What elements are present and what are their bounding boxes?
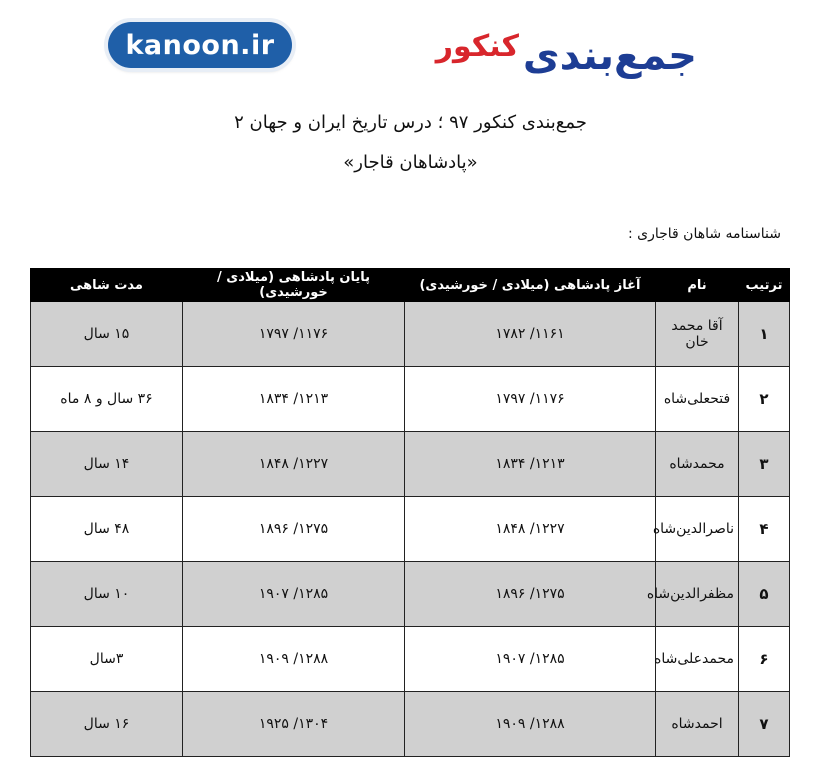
- header-duration: مدت شاهی: [31, 269, 183, 302]
- qajar-kings-table: [30, 268, 790, 757]
- cell-name: ناصرالدین‌شاه: [656, 497, 739, 562]
- cell-name: فتحعلی‌شاه: [656, 367, 739, 432]
- cell-name: آقا محمد خان: [656, 302, 739, 367]
- cell-end: ۱۲۱۳/ ۱۸۳۴: [183, 367, 405, 432]
- page-header: [0, 0, 821, 90]
- table-row: [31, 627, 790, 692]
- cell-end: ۱۳۰۴/ ۱۹۲۵: [183, 692, 405, 757]
- cell-duration: ۳سال: [31, 627, 183, 692]
- table-row: [31, 367, 790, 432]
- cell-end: ۱۲۷۵/ ۱۸۹۶: [183, 497, 405, 562]
- cell-duration: ۳۶ سال و ۸ ماه: [31, 367, 183, 432]
- cell-start: ۱۲۱۳/ ۱۸۳۴: [405, 432, 656, 497]
- cell-duration: ۴۸ سال: [31, 497, 183, 562]
- cell-end: ۱۲۸۵/ ۱۹۰۷: [183, 562, 405, 627]
- cell-order: ۷: [739, 692, 790, 757]
- cell-order: ۲: [739, 367, 790, 432]
- header-end: پایان پادشاهی (میلادی / خورشیدی): [183, 269, 405, 302]
- table-row: [31, 302, 790, 367]
- jamebandi-konkur-logo: [435, 14, 697, 79]
- header-name: نام: [656, 269, 739, 302]
- table-row: [31, 432, 790, 497]
- cell-name: محمدشاه: [656, 432, 739, 497]
- cell-start: ۱۲۷۵/ ۱۸۹۶: [405, 562, 656, 627]
- cell-end: ۱۲۲۷/ ۱۸۴۸: [183, 432, 405, 497]
- header-start: آغاز پادشاهی (میلادی / خورشیدی): [405, 269, 656, 302]
- cell-end: ۱۲۸۸/ ۱۹۰۹: [183, 627, 405, 692]
- brand-word-konkur: کنکور: [435, 29, 519, 64]
- section-heading: شناسنامه شاهان قاجاری :: [627, 226, 781, 242]
- page-subtitle-qajar: «پادشاهان قاجار»: [343, 152, 478, 173]
- table-row: [31, 692, 790, 757]
- cell-duration: ۱۵ سال: [31, 302, 183, 367]
- kanoon-logo[interactable]: [108, 22, 292, 68]
- table-row: [31, 562, 790, 627]
- kanoon-logo-text: kanoon.ir: [125, 29, 275, 61]
- brand-word-jamebandi: جمع‌بندی: [522, 33, 697, 79]
- cell-duration: ۱۴ سال: [31, 432, 183, 497]
- cell-end: ۱۱۷۶/ ۱۷۹۷: [183, 302, 405, 367]
- page-title: جمع‌بندی کنکور ۹۷ ؛ درس تاریخ ایران و جهان ۲: [234, 112, 587, 133]
- header-order: ترتیب: [739, 269, 790, 302]
- cell-start: ۱۲۸۸/ ۱۹۰۹: [405, 692, 656, 757]
- cell-order: ۱: [739, 302, 790, 367]
- cell-start: ۱۲۸۵/ ۱۹۰۷: [405, 627, 656, 692]
- cell-name: مظفرالدین‌شاه: [656, 562, 739, 627]
- cell-order: ۴: [739, 497, 790, 562]
- cell-start: ۱۲۲۷/ ۱۸۴۸: [405, 497, 656, 562]
- cell-order: ۵: [739, 562, 790, 627]
- table-header-row: [31, 269, 790, 302]
- cell-start: ۱۱۶۱/ ۱۷۸۲: [405, 302, 656, 367]
- cell-duration: ۱۶ سال: [31, 692, 183, 757]
- cell-duration: ۱۰ سال: [31, 562, 183, 627]
- cell-start: ۱۱۷۶/ ۱۷۹۷: [405, 367, 656, 432]
- table-row: [31, 497, 790, 562]
- cell-name: محمدعلی‌شاه: [656, 627, 739, 692]
- cell-order: ۳: [739, 432, 790, 497]
- cell-order: ۶: [739, 627, 790, 692]
- cell-name: احمدشاه: [656, 692, 739, 757]
